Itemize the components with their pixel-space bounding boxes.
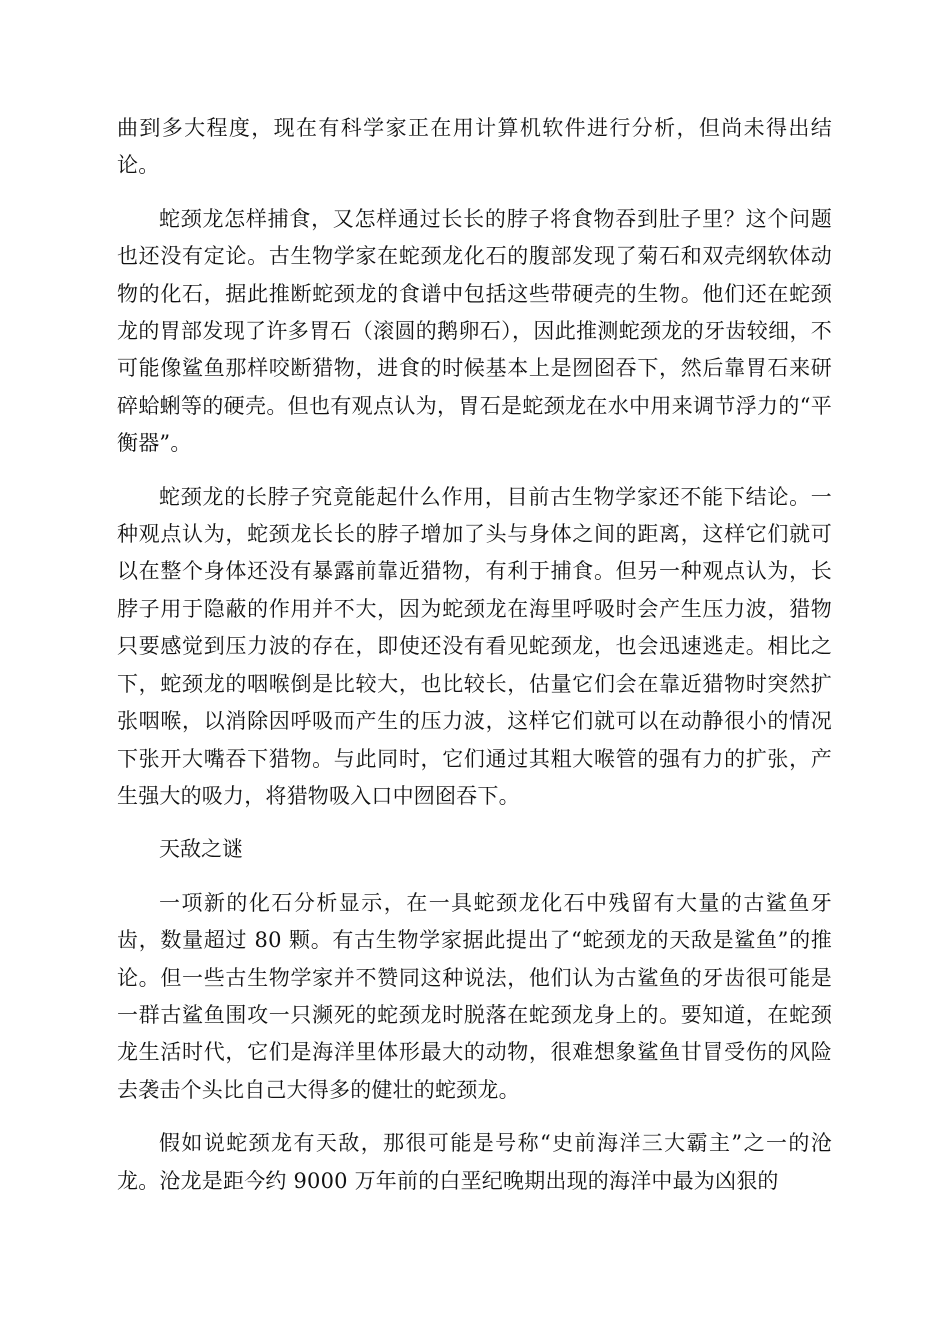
document-body bbox=[117, 110, 832, 1200]
paragraph-feeding: 蛇颈龙怎样捕食，又怎样通过长长的脖子将食物吞到肚子里？这个问题也还没有定论。古生物学家在蛇颈龙化石的腹部发现了菊石和双壳纲软体动物的化石，据此推断蛇颈龙的食谱中包括这些带硬壳的生物。他们还在蛇颈龙的胃部发现了许多胃石（滚圆的鹅卵石），因此推测蛇颈龙的牙齿较细，不可能像鲨鱼那样咬断猎物，进食的时候基本上是囫囵吞下，然后靠胃石来研碎蛤蜊等的硬壳。但也有观点认为，胃石是蛇颈龙在水中用来调节浮力的“平衡器”。 bbox=[117, 206, 832, 456]
paragraph-shark-teeth: 一项新的化石分析显示，在一具蛇颈龙化石中残留有大量的古鲨鱼牙齿，数量超过 80 颗。有古生物学家据此提出了“蛇颈龙的天敌是鲨鱼”的推论。但一些古生物学家并不赞同这种说法，他们认为古鲨鱼的牙齿很可能是一群古鲨鱼围攻一只濒死的蛇颈龙时脱落在蛇颈龙身上的。要知道，在蛇颈龙生活时代，它们是海洋里体形最大的动物，很难想象鲨鱼甘冒受伤的风险去袭击个头比自己大得多的健壮的蛇颈龙。 bbox=[117, 890, 832, 1102]
paragraph-long-neck: 蛇颈龙的长脖子究竟能起什么作用，目前古生物学家还不能下结论。一种观点认为，蛇颈龙长长的脖子增加了头与身体之间的距离，这样它们就可以在整个身体还没有暴露前靠近猎物，有利于捕食。但另一种观点认为，长脖子用于隐蔽的作用并不大，因为蛇颈龙在海里呼吸时会产生压力波，猎物只要感觉到压力波的存在，即使还没有看见蛇颈龙，也会迅速逃走。相比之下，蛇颈龙的咽喉倒是比较大，也比较长，估量它们会在靠近猎物时突然扩张咽喉，以消除因呼吸而产生的压力波，这样它们就可以在动静很小的情况下张开大嘴吞下猎物。与此同时，它们通过其粗大喉管的强有力的扩张，产生强大的吸力，将猎物吸入口中囫囵吞下。 bbox=[117, 484, 832, 808]
section-heading: 天敌之谜 bbox=[159, 837, 243, 862]
paragraph-mosasaur: 假如说蛇颈龙有天敌，那很可能是号称“史前海洋三大霸主”之一的沧龙。沧龙是距今约 9000 万年前的白垩纪晚期出现的海洋中最为凶狠的 bbox=[117, 1131, 832, 1193]
paragraph-continuation: 曲到多大程度，现在有科学家正在用计算机软件进行分析，但尚未得出结论。 bbox=[117, 116, 832, 178]
